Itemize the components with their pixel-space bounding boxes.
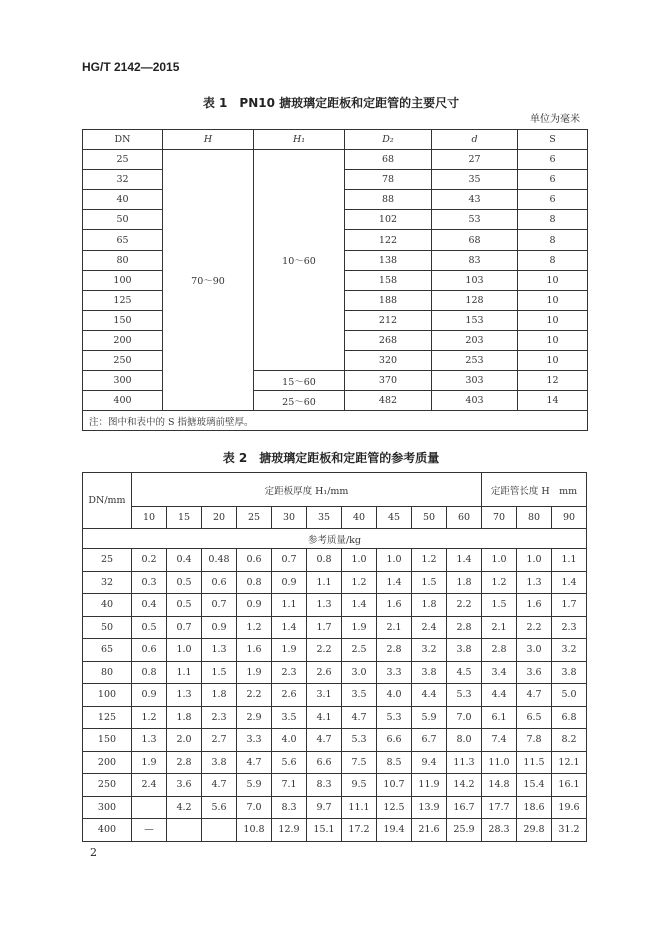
mass-cell: 6.1 [482,706,517,729]
d-cell: 83 [432,250,518,270]
mass-cell: 1.7 [552,594,587,617]
plate-thickness-header: 35 [307,507,342,529]
d2-cell: 370 [345,371,432,391]
dn-cell: 125 [83,290,163,310]
mass-cell: 9.4 [412,751,447,774]
mass-cell: 3.8 [552,661,587,684]
mass-cell: 1.3 [132,729,167,752]
dn-cell: 300 [83,371,163,391]
d2-cell: 138 [345,250,432,270]
mass-cell: 14.8 [482,774,517,797]
mass-cell: 0.5 [167,594,202,617]
mass-cell: 10.7 [377,774,412,797]
mass-cell: 10.8 [237,819,272,842]
mass-cell: 4.7 [202,774,237,797]
mass-cell: 1.8 [447,571,482,594]
mass-cell: 5.0 [552,684,587,707]
d-cell: 68 [432,230,518,250]
mass-cell [132,796,167,819]
d2-cell: 158 [345,270,432,290]
mass-cell: 6.8 [552,706,587,729]
mass-cell: 2.1 [377,616,412,639]
s-cell: 12 [518,371,588,391]
table1-row [83,371,588,391]
h1-group-cell: 25～60 [254,391,345,411]
mass-cell: 0.6 [202,571,237,594]
mass-cell: 11.1 [342,796,377,819]
table2-row [83,729,587,752]
dn-cell: 50 [83,210,163,230]
d2-cell: 102 [345,210,432,230]
mass-cell: 2.0 [167,729,202,752]
mass-cell: 5.3 [377,706,412,729]
mass-cell: 0.4 [132,594,167,617]
table2-row [83,661,587,684]
mass-cell: 1.4 [552,571,587,594]
d2-cell: 122 [345,230,432,250]
d-cell: 403 [432,391,518,411]
mass-cell: 12.5 [377,796,412,819]
mass-cell: 1.6 [377,594,412,617]
mass-cell: 1.9 [272,639,307,662]
table2-row [83,616,587,639]
mass-cell: 0.7 [272,549,307,572]
plate-thickness-header: 20 [202,507,237,529]
mass-cell: 0.6 [132,639,167,662]
mass-cell: 8.2 [552,729,587,752]
mass-cell: 1.2 [237,616,272,639]
mass-cell: 2.3 [552,616,587,639]
mass-cell [167,819,202,842]
table1-dimensions [82,129,588,431]
mass-cell: 0.6 [237,549,272,572]
mass-cell: 29.8 [517,819,552,842]
dn-cell: 400 [83,819,132,842]
mass-cell: 3.4 [482,661,517,684]
mass-cell: 5.9 [412,706,447,729]
d2-cell: 212 [345,310,432,330]
mass-cell: 11.0 [482,751,517,774]
s-cell: 10 [518,330,588,350]
tube-length-header: 70 [482,507,517,529]
d2-cell: 78 [345,170,432,190]
table2-row [83,684,587,707]
header-h1: H₁ [254,130,345,150]
mass-cell: 4.7 [517,684,552,707]
mass-cell: 3.2 [552,639,587,662]
mass-cell: 11.5 [517,751,552,774]
dn-cell: 65 [83,230,163,250]
h1-group-cell: 15～60 [254,371,345,391]
mass-cell: 1.2 [132,706,167,729]
mass-cell: 1.1 [167,661,202,684]
mass-cell: 2.2 [517,616,552,639]
s-cell: 10 [518,310,588,330]
mass-cell: 0.7 [202,594,237,617]
dn-cell: 150 [83,729,132,752]
mass-cell: 2.3 [272,661,307,684]
table1-note-row [83,411,588,431]
mass-cell: 7.5 [342,751,377,774]
plate-thickness-header: 40 [342,507,377,529]
mass-cell: 1.1 [552,549,587,572]
d2-cell: 188 [345,290,432,310]
mass-cell: 0.8 [237,571,272,594]
mass-cell: 0.5 [132,616,167,639]
table1-note: 注：图中和表中的 S 指搪玻璃前壁厚。 [83,411,588,431]
mass-cell: 1.2 [342,571,377,594]
mass-cell: 2.8 [167,751,202,774]
plate-thickness-header: 50 [412,507,447,529]
d-cell: 153 [432,310,518,330]
mass-cell: 4.0 [377,684,412,707]
mass-cell: 0.9 [237,594,272,617]
mass-cell: 18.6 [517,796,552,819]
mass-cell: 3.0 [342,661,377,684]
dn-cell: 100 [83,270,163,290]
mass-cell: 2.1 [482,616,517,639]
table2-row [83,751,587,774]
mass-cell: 1.6 [517,594,552,617]
mass-cell: 11.9 [412,774,447,797]
dn-cell: 40 [83,190,163,210]
mass-cell: 4.7 [342,706,377,729]
table1-row [83,391,588,411]
mass-cell: 1.3 [517,571,552,594]
dn-cell: 200 [83,330,163,350]
mass-cell: 1.0 [517,549,552,572]
mass-cell: 0.9 [132,684,167,707]
mass-cell: 0.9 [202,616,237,639]
mass-cell: 1.0 [167,639,202,662]
mass-cell: 3.6 [517,661,552,684]
mass-cell: 5.3 [342,729,377,752]
h-merged-cell: 70～90 [163,150,254,411]
dn-cell: 80 [83,250,163,270]
dn-cell: 80 [83,661,132,684]
table2-row [83,549,587,572]
page-number: 2 [90,846,97,859]
mass-cell: 2.8 [482,639,517,662]
table1-unit-note: 单位为毫米 [530,114,580,125]
mass-cell: 5.3 [447,684,482,707]
d-cell: 203 [432,330,518,350]
mass-cell: 31.2 [552,819,587,842]
plate-thickness-header: 10 [132,507,167,529]
table2-row [83,571,587,594]
mass-cell: 6.7 [412,729,447,752]
mass-cell: 19.4 [377,819,412,842]
plate-thickness-header: 60 [447,507,482,529]
mass-cell: 1.9 [237,661,272,684]
dn-cell: 40 [83,594,132,617]
mass-cell: 4.7 [307,729,342,752]
mass-cell: 4.7 [237,751,272,774]
header-plate-thickness: 定距板厚度 H₁/mm [132,473,482,507]
mass-cell: 0.2 [132,549,167,572]
d2-cell: 482 [345,391,432,411]
s-cell: 6 [518,150,588,170]
mass-cell: 8.3 [307,774,342,797]
plate-thickness-header: 25 [237,507,272,529]
mass-cell: 3.8 [202,751,237,774]
s-cell: 6 [518,170,588,190]
mass-cell: 2.7 [202,729,237,752]
d2-cell: 268 [345,330,432,350]
d-cell: 35 [432,170,518,190]
table2-row [83,796,587,819]
mass-cell: 0.3 [132,571,167,594]
mass-cell: 17.2 [342,819,377,842]
d-cell: 303 [432,371,518,391]
header-reference-mass: 参考质量/kg [83,529,587,549]
mass-cell: 2.2 [307,639,342,662]
d-cell: 53 [432,210,518,230]
mass-cell: 7.8 [517,729,552,752]
dn-cell: 125 [83,706,132,729]
dn-cell: 32 [83,571,132,594]
d2-cell: 88 [345,190,432,210]
d2-cell: 68 [345,150,432,170]
mass-cell: 1.9 [132,751,167,774]
mass-cell: 1.8 [202,684,237,707]
dn-cell: 300 [83,796,132,819]
s-cell: 8 [518,250,588,270]
mass-cell: 3.5 [272,706,307,729]
mass-cell: 3.8 [412,661,447,684]
mass-cell: 17.7 [482,796,517,819]
mass-cell: 4.2 [167,796,202,819]
mass-cell: 1.6 [237,639,272,662]
mass-cell: 0.5 [167,571,202,594]
mass-cell: 13.9 [412,796,447,819]
mass-cell: 7.1 [272,774,307,797]
table2-caption: 表 2 搪玻璃定距板和定距管的参考质量 [222,451,440,465]
mass-cell: 0.7 [167,616,202,639]
mass-cell: 1.2 [482,571,517,594]
mass-cell: 25.9 [447,819,482,842]
mass-cell: 2.8 [377,639,412,662]
mass-cell: 1.0 [482,549,517,572]
mass-cell: 9.5 [342,774,377,797]
mass-cell: 12.9 [272,819,307,842]
mass-cell: 0.4 [167,549,202,572]
mass-cell: 6.5 [517,706,552,729]
plate-thickness-header: 45 [377,507,412,529]
mass-cell: 0.8 [132,661,167,684]
header-h: H [163,130,254,150]
mass-cell: 2.5 [342,639,377,662]
mass-cell: 3.1 [307,684,342,707]
s-cell: 14 [518,391,588,411]
mass-cell: 15.4 [517,774,552,797]
mass-cell: 2.4 [412,616,447,639]
mass-cell: 8.0 [447,729,482,752]
d-cell: 43 [432,190,518,210]
mass-cell: 1.4 [447,549,482,572]
dn-cell: 150 [83,310,163,330]
mass-cell: 1.4 [272,616,307,639]
mass-cell: 8.3 [272,796,307,819]
mass-cell: 4.5 [447,661,482,684]
mass-cell: 1.8 [167,706,202,729]
mass-cell: 3.8 [447,639,482,662]
s-cell: 10 [518,351,588,371]
table2-row [83,706,587,729]
header-s: S [518,130,588,150]
mass-cell: 2.2 [237,684,272,707]
dn-cell: 25 [83,549,132,572]
mass-cell: 1.1 [307,571,342,594]
mass-cell: 16.1 [552,774,587,797]
dn-cell: 32 [83,170,163,190]
tube-length-header: 80 [517,507,552,529]
dn-cell: 200 [83,751,132,774]
table2-reference-mass [82,472,587,842]
mass-cell: 4.1 [307,706,342,729]
header-tube-length: 定距管长度 H mm [482,473,587,507]
mass-cell: 28.3 [482,819,517,842]
mass-cell: 3.6 [167,774,202,797]
mass-cell: 7.4 [482,729,517,752]
mass-cell: 6.6 [377,729,412,752]
dn-cell: 25 [83,150,163,170]
mass-cell: 5.6 [202,796,237,819]
mass-cell: 1.1 [272,594,307,617]
mass-cell: 5.6 [272,751,307,774]
mass-cell: 4.4 [412,684,447,707]
mass-cell: 4.0 [272,729,307,752]
plate-thickness-header: 15 [167,507,202,529]
mass-cell: 1.9 [342,616,377,639]
mass-cell: 3.5 [342,684,377,707]
mass-cell: 7.0 [447,706,482,729]
mass-cell: 8.5 [377,751,412,774]
mass-cell: 1.5 [412,571,447,594]
dn-cell: 250 [83,774,132,797]
header-d: d [432,130,518,150]
mass-cell: 2.6 [307,661,342,684]
mass-cell: 1.0 [342,549,377,572]
mass-cell: 11.3 [447,751,482,774]
table2-row [83,774,587,797]
mass-cell: 16.7 [447,796,482,819]
mass-cell: 1.4 [377,571,412,594]
mass-cell: 21.6 [412,819,447,842]
mass-cell: 14.2 [447,774,482,797]
header-dn: DN [83,130,163,150]
mass-cell: 2.2 [447,594,482,617]
mass-cell: 12.1 [552,751,587,774]
mass-cell: 1.3 [202,639,237,662]
mass-cell: 1.0 [377,549,412,572]
d-cell: 253 [432,351,518,371]
mass-cell: 1.5 [482,594,517,617]
mass-cell: 3.3 [237,729,272,752]
s-cell: 10 [518,270,588,290]
header-dn-mm: DN/mm [83,473,132,529]
d-cell: 103 [432,270,518,290]
h1-group-cell: 10～60 [254,150,345,371]
table2-row [83,639,587,662]
table2-row [83,819,587,842]
mass-cell: 0.9 [272,571,307,594]
table2-row [83,594,587,617]
mass-cell: — [132,819,167,842]
mass-cell: 4.4 [482,684,517,707]
dn-cell: 50 [83,616,132,639]
mass-cell: 1.3 [307,594,342,617]
mass-cell: 7.0 [237,796,272,819]
mass-cell: 2.6 [272,684,307,707]
mass-cell: 2.8 [447,616,482,639]
s-cell: 10 [518,290,588,310]
dn-cell: 250 [83,351,163,371]
s-cell: 8 [518,210,588,230]
mass-cell: 2.3 [202,706,237,729]
dn-cell: 65 [83,639,132,662]
mass-cell: 2.9 [237,706,272,729]
plate-thickness-header: 30 [272,507,307,529]
mass-cell: 1.7 [307,616,342,639]
d-cell: 128 [432,290,518,310]
table1-row [83,150,588,170]
mass-cell: 3.2 [412,639,447,662]
mass-cell: 0.8 [307,549,342,572]
mass-cell: 9.7 [307,796,342,819]
mass-cell: 6.6 [307,751,342,774]
mass-cell: 0.48 [202,549,237,572]
tube-length-header: 90 [552,507,587,529]
mass-cell: 1.2 [412,549,447,572]
mass-cell: 5.9 [237,774,272,797]
s-cell: 8 [518,230,588,250]
mass-cell: 3.0 [517,639,552,662]
standard-code: HG/T 2142—2015 [82,60,180,74]
mass-cell: 19.6 [552,796,587,819]
header-d2: D₂ [345,130,432,150]
d2-cell: 320 [345,351,432,371]
mass-cell: 1.5 [202,661,237,684]
dn-cell: 100 [83,684,132,707]
mass-cell: 1.4 [342,594,377,617]
mass-cell [202,819,237,842]
mass-cell: 3.3 [377,661,412,684]
mass-cell: 2.4 [132,774,167,797]
mass-cell: 1.8 [412,594,447,617]
d-cell: 27 [432,150,518,170]
table1-header-row [83,130,588,150]
mass-cell: 15.1 [307,819,342,842]
mass-cell: 1.3 [167,684,202,707]
dn-cell: 400 [83,391,163,411]
s-cell: 6 [518,190,588,210]
table1-caption: 表 1 PN10 搪玻璃定距板和定距管的主要尺寸 [202,96,460,110]
